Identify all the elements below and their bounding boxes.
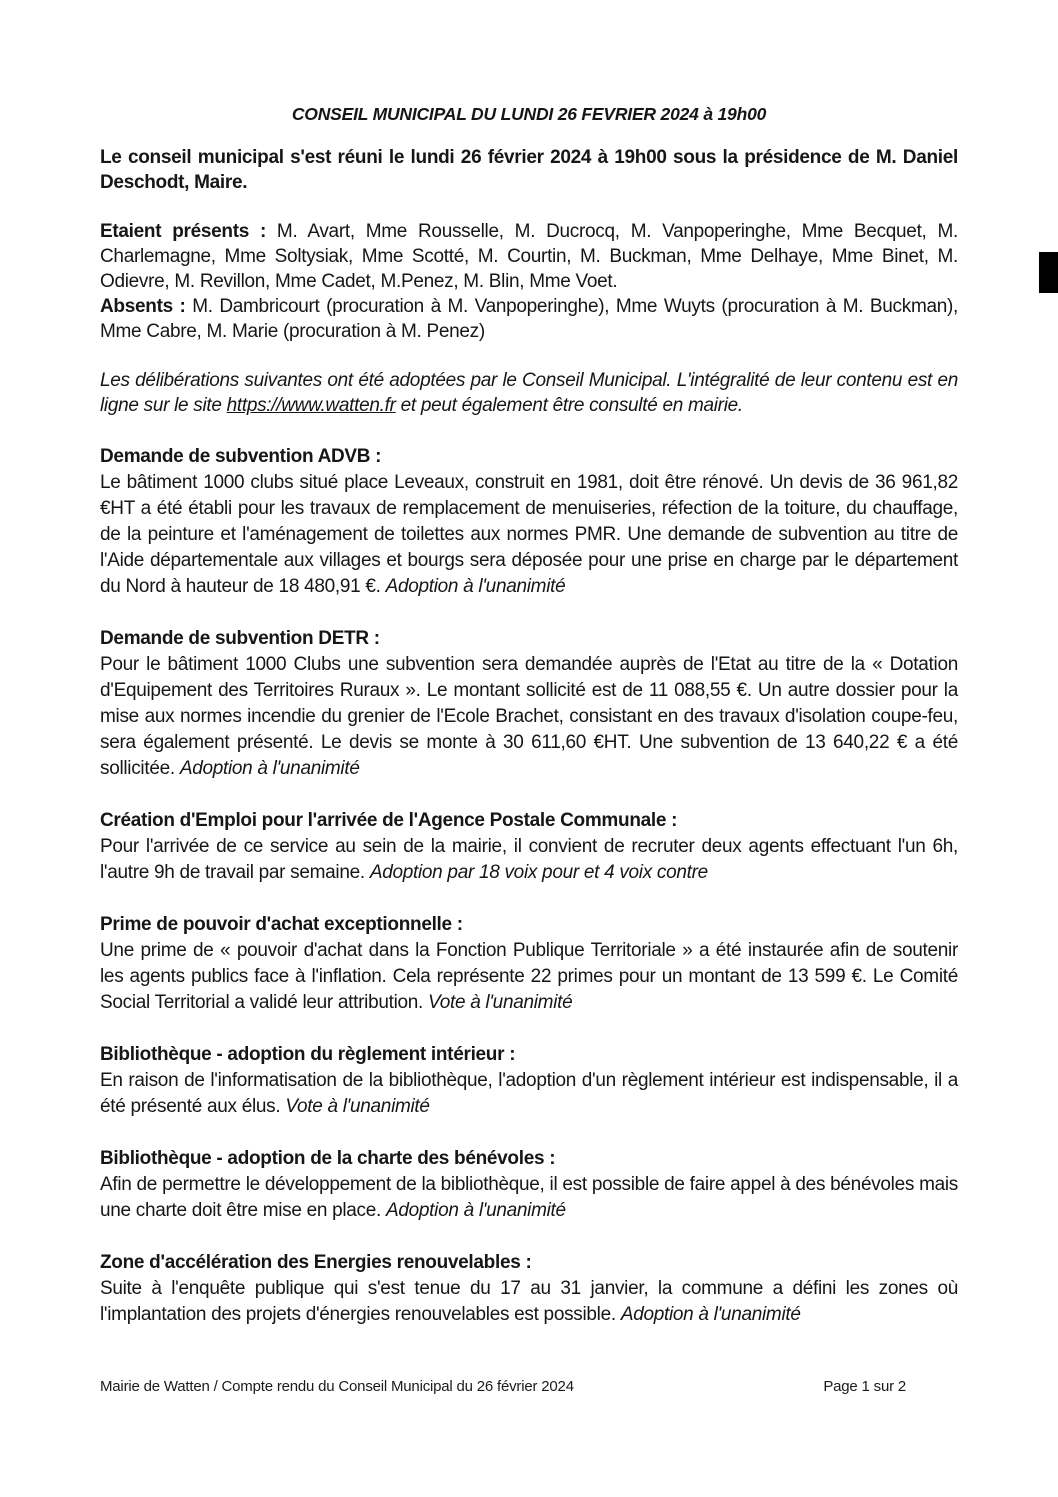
section-prime-pouvoir-achat xyxy=(100,912,958,1016)
footer-page-number: Page 1 sur 2 xyxy=(823,1378,906,1395)
vote-result: Adoption à l'unanimité xyxy=(179,758,360,779)
scan-artifact-mark xyxy=(1039,252,1058,293)
section-zone-energies-renouvelables xyxy=(100,1250,958,1328)
page-title: CONSEIL MUNICIPAL DU LUNDI 26 FEVRIER 2024 à 19h00 xyxy=(291,104,767,124)
section-heading: Bibliothèque - adoption du règlement intérieur : xyxy=(100,1044,516,1065)
section-body xyxy=(100,834,958,886)
section-subvention-advb xyxy=(100,444,958,600)
section-text: Le bâtiment 1000 clubs situé place Leveaux, construit en 1981, doit être rénové. Un devis de 36 961,82 €HT a été établi pour les travaux de remplacement de menuiseries, réfection de la toiture, du chauffage, de la peinture et l'aménagement de toilettes aux normes PMR. Une demande de subvention au titre de l'Aide départementale aux villages et bourgs sera déposée pour une prise en charge par le département du Nord à hauteur de 18 480,91 €. xyxy=(100,472,958,597)
deliberations-note-pre: Les délibérations suivantes ont été adoptées par le Conseil Municipal. L'intégralité de leur contenu est en ligne sur le site xyxy=(100,370,958,416)
absents-label: Absents : xyxy=(100,296,186,317)
deliberations-note-post: et peut également être consulté en mairie. xyxy=(395,395,743,416)
vote-result: Adoption à l'unanimité xyxy=(385,576,566,597)
section-body xyxy=(100,652,958,782)
section-text: Afin de permettre le développement de la bibliothèque, il est possible de faire appel à des bénévoles mais une charte doit être mise en place. xyxy=(100,1174,958,1221)
section-bibliotheque-charte xyxy=(100,1146,958,1224)
section-body xyxy=(100,1068,958,1120)
vote-result: Vote à l'unanimité xyxy=(285,1096,430,1117)
section-body xyxy=(100,470,958,600)
section-heading: Bibliothèque - adoption de la charte des bénévoles : xyxy=(100,1148,556,1169)
vote-result: Adoption par 18 voix pour et 4 voix contre xyxy=(369,862,708,883)
section-text: Une prime de « pouvoir d'achat dans la Fonction Publique Territoriale » a été instaurée afin de soutenir les agents publics face à l'inflation. Cela représente 22 primes pour un montant de 13 599 €. Le Comité Social Territorial a validé leur attribution. xyxy=(100,940,958,1013)
page-footer xyxy=(100,1378,958,1395)
section-subvention-detr xyxy=(100,626,958,782)
footer-document-reference: Mairie de Watten / Compte rendu du Conseil Municipal du 26 février 2024 xyxy=(100,1378,574,1395)
section-text: Pour le bâtiment 1000 Clubs une subvention sera demandée auprès de l'Etat au titre de la « Dotation d'Equipement des Territoires Ruraux ». Le montant sollicité est de 11 088,55 €. Un autre dossier pour la mise aux normes incendie du grenier de l'Ecole Brachet, consistant en des travaux d'isolation coupe-feu, sera également présenté. Le devis se monte à 30 611,60 €HT. Une subvention de 13 640,22 € a été sollicitée. xyxy=(100,654,958,779)
section-heading: Prime de pouvoir d'achat exceptionnelle : xyxy=(100,914,463,935)
section-body xyxy=(100,1276,958,1328)
vote-result: Adoption à l'unanimité xyxy=(386,1200,566,1221)
section-body xyxy=(100,1172,958,1224)
section-text: En raison de l'informatisation de la bibliothèque, l'adoption d'un règlement intérieur est indispensable, il a été présenté aux élus. xyxy=(100,1070,958,1117)
section-body xyxy=(100,938,958,1016)
section-bibliotheque-reglement xyxy=(100,1042,958,1120)
absents-list: M. Dambricourt (procuration à M. Vanpoperinghe), Mme Wuyts (procuration à M. Buckman), Mme Cabre, M. Marie (procuration à M. Penez) xyxy=(100,296,959,342)
intro-paragraph: Le conseil municipal s'est réuni le lundi 26 février 2024 à 19h00 sous la présidence de M. Daniel Deschodt, Maire. xyxy=(100,147,958,193)
absents-paragraph xyxy=(100,294,958,344)
section-heading: Création d'Emploi pour l'arrivée de l'Agence Postale Communale : xyxy=(100,810,678,831)
presents-list: M. Avart, Mme Rousselle, M. Ducrocq, M. Vanpoperinghe, Mme Becquet, M. Charlemagne, Mme Soltysiak, Mme Scotté, M. Courtin, M. Buckman, Mme Delhaye, Mme Binet, M. Odievre, M. Revillon, Mme Cadet, M.Penez, M. Blin, Mme Voet. xyxy=(100,221,958,292)
deliberations-note xyxy=(100,368,958,418)
section-heading: Demande de subvention DETR : xyxy=(100,628,380,649)
section-heading: Demande de subvention ADVB : xyxy=(100,446,382,467)
section-creation-emploi xyxy=(100,808,958,886)
presents-label: Etaient présents : xyxy=(100,221,266,242)
presents-paragraph xyxy=(100,219,958,294)
vote-result: Adoption à l'unanimité xyxy=(620,1304,801,1325)
section-heading: Zone d'accélération des Energies renouvelables : xyxy=(100,1252,532,1273)
vote-result: Vote à l'unanimité xyxy=(428,992,573,1013)
section-text: Pour l'arrivée de ce service au sein de la mairie, il convient de recruter deux agents effectuant l'un 6h, l'autre 9h de travail par semaine. xyxy=(100,836,958,883)
section-text: Suite à l'enquête publique qui s'est tenue du 17 au 31 janvier, la commune a défini les zones où l'implantation des projets d'énergies renouvelables est possible. xyxy=(100,1278,958,1325)
watten-website-link[interactable]: https://www.watten.fr xyxy=(226,395,396,416)
